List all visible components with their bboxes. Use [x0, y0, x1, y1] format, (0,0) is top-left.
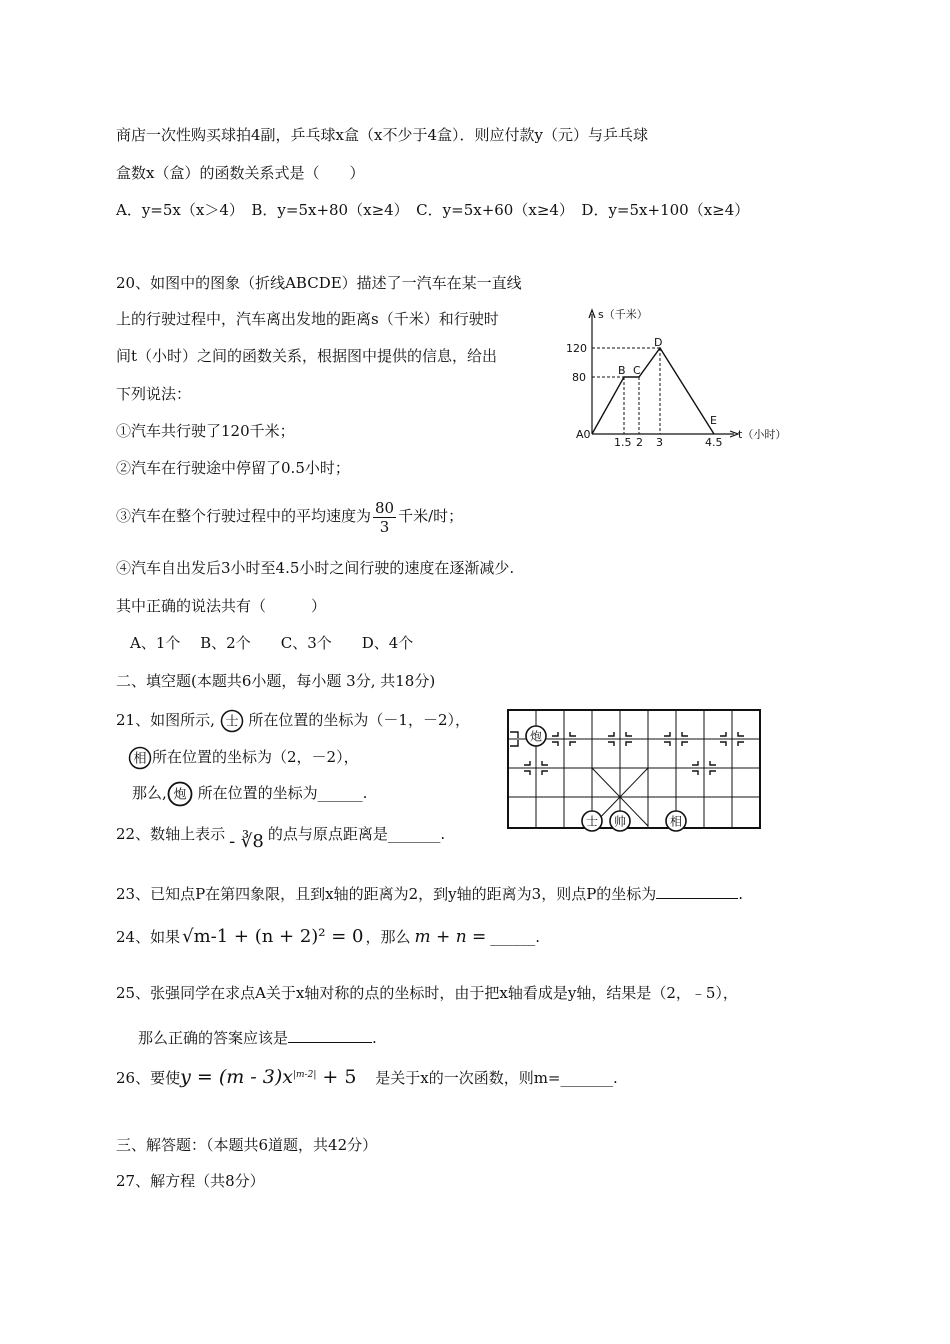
y-tick-120: 120	[566, 342, 587, 355]
q21-line1: 21、如图所示, 士 所在位置的坐标为（－1，－2），	[116, 707, 470, 733]
point-D: D	[654, 336, 663, 349]
q20-line2: 上的行驶过程中，汽车离出发地的距离s（千米）和行驶时	[116, 310, 499, 328]
section2-heading: 二、填空题(本题共6小题，每小题 3分, 共18分)	[116, 672, 436, 690]
shuai-on-board	[610, 811, 630, 831]
exponent: |m-2|	[292, 1070, 317, 1080]
linear-function-expression: y = (m - 3)x	[180, 1066, 293, 1088]
q24: 24、如果 √m-1 + (n + 2)² = 0 ，那么 m + n = ______.	[116, 926, 541, 947]
chess-board-diagram	[506, 708, 762, 836]
q25-line1: 25、张强同学在求点A关于x轴对称的点的坐标时，由于把x轴看成是y轴，结果是（2，﹣5），	[116, 984, 738, 1002]
svg-text:相: 相	[133, 751, 147, 767]
x-tick-1.5: 1.5	[614, 436, 632, 449]
q20-statement-4: ④汽车自出发后3小时至4.5小时之间行驶的速度在逐渐减少.	[116, 559, 515, 577]
xiang-piece-icon	[128, 746, 152, 770]
pao-piece-icon	[167, 781, 193, 807]
svg-text:炮: 炮	[173, 787, 187, 803]
q20-ask: 其中正确的说法共有（ ）	[116, 597, 327, 615]
q20-line4: 下列说法：	[116, 385, 192, 403]
section3-heading: 三、解答题：（本题共6道题，共42分）	[116, 1136, 378, 1154]
point-B: B	[618, 364, 626, 377]
q25-blank[interactable]	[288, 1028, 372, 1043]
q23: 23、已知点P在第四象限，且到x轴的距离为2，到y轴的距离为3，则点P的坐标为 .	[116, 885, 744, 903]
sqrt-expression: √m-1 + (n + 2)² = 0	[182, 926, 364, 947]
shi-piece-icon	[220, 709, 244, 733]
x-tick-4.5: 4.5	[705, 436, 723, 449]
q20-statement-1: ①汽车共行驶了120千米；	[116, 422, 295, 440]
pao-on-board	[526, 726, 546, 746]
origin-label: A0	[576, 428, 591, 441]
point-E: E	[710, 414, 717, 427]
xiang-on-board	[666, 811, 686, 831]
q20-options: A、1个 B、2个 C、3个 D、4个	[130, 634, 414, 652]
q21-line3: 那么, 炮 所在位置的坐标为______.	[132, 780, 367, 807]
s-axis-label: s（千米）	[598, 308, 648, 321]
q20-statement-3: ③汽车在整个行驶过程中的平均速度为 $\frac{80}{3}$ 千米/时；	[116, 498, 464, 536]
q27: 27、解方程（共8分）	[116, 1172, 265, 1190]
cube-root-expression: - ∛8	[229, 831, 264, 852]
q23-blank[interactable]	[656, 884, 738, 899]
x-tick-2: 2	[636, 436, 643, 449]
svg-text:士: 士	[225, 714, 239, 730]
fraction-80-over-3: $\frac{80}{3}$	[375, 498, 395, 536]
svg-text:相: 相	[669, 814, 683, 829]
q26: 26、要使$y = (m - 3)x^{|m-2|} + 5$ 是关于x的一次函数，则m=_______.	[116, 1066, 618, 1088]
q22: 22、数轴上表示 - ∛8 的点与原点距离是_______.	[116, 825, 446, 852]
q25-line2: 那么正确的答案应该是 .	[138, 1029, 377, 1047]
q20-statement-2: ②汽车在行驶途中停留了0.5小时；	[116, 459, 350, 477]
svg-text:帅: 帅	[613, 814, 627, 829]
svg-text:炮: 炮	[529, 729, 543, 744]
t-axis-label: t（小时）	[738, 428, 787, 441]
q20-line3: 间t（小时）之间的函数关系，根据图中提供的信息，给出	[116, 347, 498, 365]
y-tick-80: 80	[572, 371, 586, 384]
q21-line2: 相 所在位置的坐标为（2，－2），	[128, 744, 359, 770]
q19-line2: 盒数x（盒）的函数关系式是（ ）	[116, 164, 365, 182]
distance-time-graph	[562, 300, 802, 450]
m-plus-n: m + n =	[414, 927, 487, 947]
polyline-ABCDE	[592, 348, 714, 434]
point-C: C	[633, 364, 641, 377]
q20-line1: 20、如图中的图象（折线ABCDE）描述了一汽车在某一直线	[116, 274, 522, 292]
svg-text:士: 士	[585, 814, 599, 829]
q19-line1: 商店一次性购买球拍4副，乒乓球x盒（x不少于4盒）．则应付款y（元）与乒乓球	[116, 126, 648, 144]
shi-on-board	[582, 811, 602, 831]
q19-options: A．y=5x（x＞4） B．y=5x+80（x≥4） C．y=5x+60（x≥4） D．y=5x+100（x≥4）	[116, 201, 750, 219]
x-tick-3: 3	[656, 436, 663, 449]
